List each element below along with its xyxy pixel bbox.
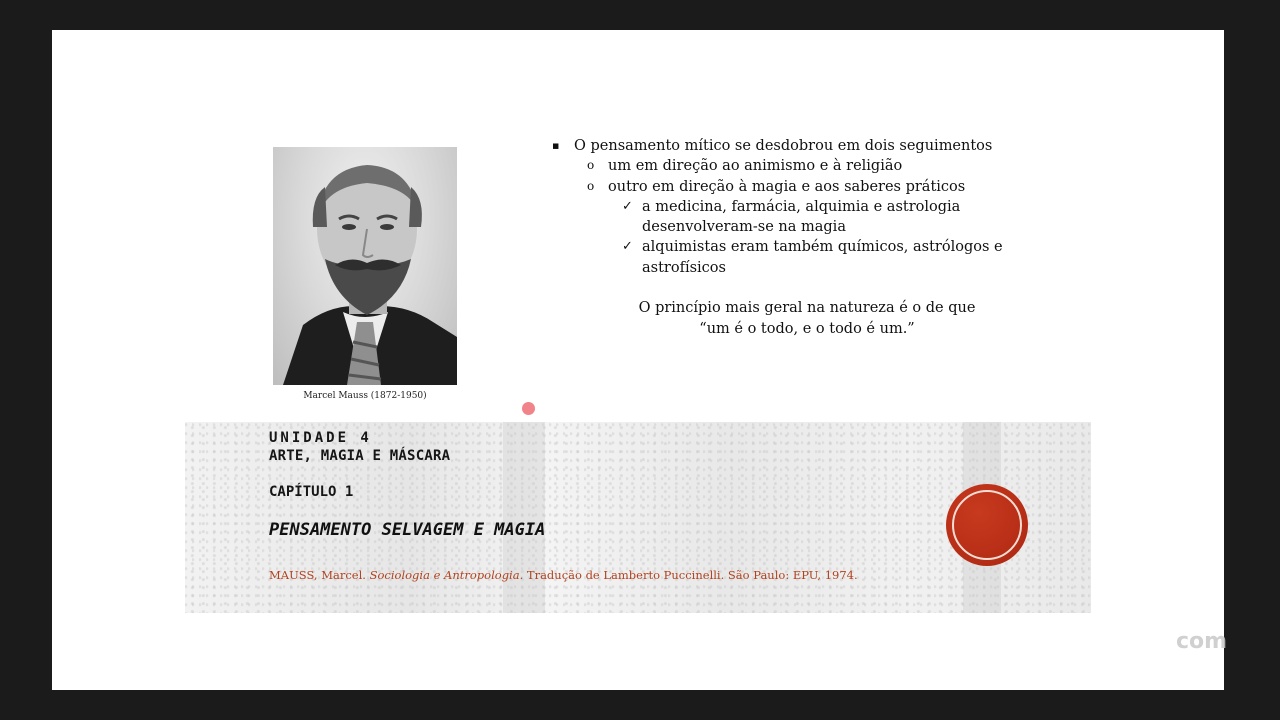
- seal-ring: [952, 490, 1022, 560]
- reference-book: Sociologia e Antropologia: [369, 568, 520, 582]
- list-item: [550, 156, 1070, 176]
- chapter-label: CAPÍTULO 1: [269, 484, 354, 500]
- slide: [52, 30, 1224, 690]
- bullet-text: outro em direção à magia e aos saberes práticos: [608, 178, 966, 195]
- reference-author: MAUSS, Marcel.: [269, 568, 370, 582]
- bullet-text: alquimistas eram também químicos, astrólogos e astrofísicos: [642, 239, 1003, 276]
- pointer-dot: [522, 402, 535, 415]
- bullet-text: O pensamento mítico se desdobrou em dois seguimentos: [574, 138, 993, 154]
- square-bullet-icon: ▪: [552, 139, 560, 152]
- portrait-caption: Marcel Mauss (1872-1950): [303, 391, 427, 401]
- reference-rest: . Tradução de Lamberto Puccinelli. São Paulo: EPU, 1974.: [519, 568, 858, 582]
- unit-label: UNIDADE 4: [269, 430, 372, 446]
- bullet-text: um em direção ao animismo e à religião: [608, 158, 903, 175]
- quote-line: “um é o todo, e o todo é um.”: [699, 320, 915, 337]
- title-band: [185, 422, 1091, 613]
- texture-stripe: [503, 422, 545, 613]
- list-item: [550, 136, 1070, 156]
- quote-block: [582, 298, 1032, 339]
- checkmark-icon: ✓: [622, 239, 633, 255]
- bullet-text: a medicina, farmácia, alquimia e astrologia desenvolveram-se na magia: [642, 198, 961, 236]
- circle-bullet-icon: o: [587, 158, 595, 173]
- quote-line: O princípio mais geral na natureza é o de que: [638, 300, 976, 316]
- bullet-list: [550, 136, 1070, 278]
- list-item: [550, 237, 1070, 278]
- checkmark-icon: ✓: [622, 198, 633, 214]
- list-item: [550, 197, 1070, 238]
- chapter-title: PENSAMENTO SELVAGEM E MAGIA: [269, 520, 546, 540]
- portrait-photo: [273, 147, 457, 385]
- circle-bullet-icon: o: [587, 178, 595, 193]
- list-item: [550, 177, 1070, 197]
- unit-subtitle: ARTE, MAGIA E MÁSCARA: [269, 448, 451, 464]
- reference-citation: [269, 568, 858, 582]
- watermark: com: [1176, 629, 1228, 654]
- red-seal-icon: [946, 484, 1028, 566]
